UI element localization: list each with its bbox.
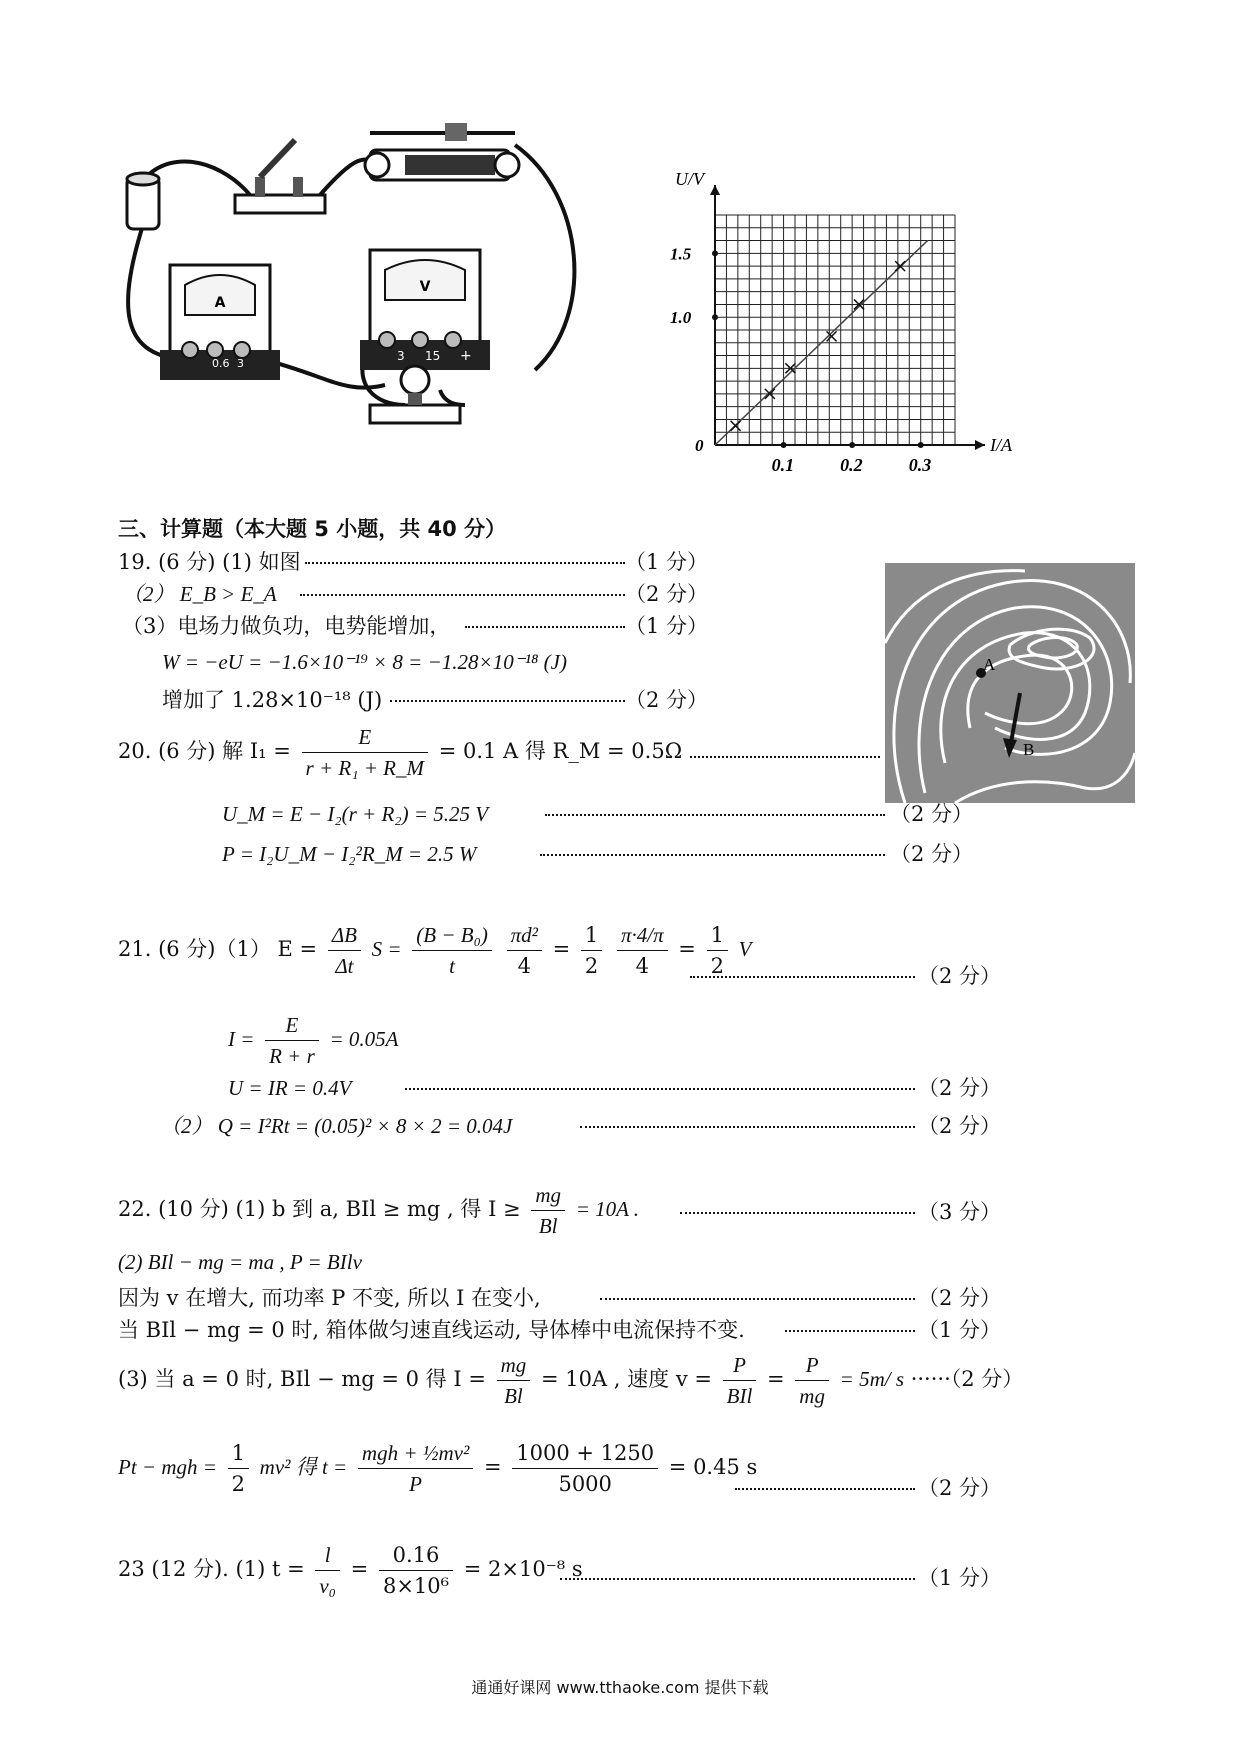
- rheostat-icon: [365, 123, 519, 180]
- x-tick-dot: [781, 442, 787, 448]
- q21-i-prefix: I =: [228, 1027, 255, 1051]
- q22-l5-rest: = 5m/ s: [839, 1367, 904, 1391]
- q20-line3: P = I₂U_M − I₂²R_M = 2.5 W: [222, 842, 477, 866]
- q22-score3: （2 分）: [918, 1286, 1002, 1310]
- q20-den: r + R₁ + R_M: [305, 756, 424, 780]
- q21-frac4-den: 2: [584, 954, 599, 978]
- page-footer: 通通好课网 www.tthaoke.com 提供下载: [471, 1678, 769, 1697]
- q21-i-rest: = 0.05A: [329, 1027, 399, 1051]
- y-tick-dot: [712, 250, 718, 256]
- q21-score4: （2 分）: [918, 1114, 1002, 1138]
- q21-frac5-num: π·4/π: [617, 920, 668, 951]
- battery-icon: [127, 173, 159, 229]
- q22-l6-rest: = 0.45 s: [668, 1455, 758, 1479]
- leader-dots: [540, 854, 885, 856]
- section-title: 三、计算题（本大题 5 小题，共 40 分）: [118, 517, 507, 541]
- q22-den: Bl: [538, 1214, 558, 1238]
- leader-dots: [300, 594, 625, 596]
- q22-l5-score: ······（2 分）: [910, 1367, 1024, 1391]
- q23-f2-den: 8×10⁶: [382, 1574, 450, 1598]
- q22-l6-frac1: [228, 1438, 249, 1499]
- leader-dots: [690, 756, 880, 758]
- q19-line3: （3）电场力做负功，电势能增加，: [122, 614, 451, 638]
- q21-line2: [228, 1010, 398, 1071]
- q23-frac2: [379, 1540, 453, 1601]
- leader-dots: [405, 1088, 915, 1090]
- q22-l5-mid: = 10A , 速度 v =: [540, 1367, 712, 1391]
- q22-l5-f3-num: P: [795, 1350, 829, 1381]
- ammeter-letter: A: [214, 295, 226, 311]
- q21-frac2-den: t: [449, 954, 456, 978]
- leader-dots: [785, 1330, 915, 1332]
- q20-score2: （2 分）: [890, 802, 974, 826]
- voltmeter-icon: [360, 250, 490, 370]
- q21-frac3-num: πd²: [507, 920, 542, 951]
- q21-line1: [118, 920, 751, 981]
- q22-l5-frac3: [795, 1350, 829, 1411]
- u-i-chart: [660, 155, 1040, 475]
- q22-l5-f2-num: P: [723, 1350, 757, 1381]
- q22-l6-f1-num: 1: [228, 1438, 249, 1469]
- data-point: [731, 421, 741, 431]
- voltmeter-terminal-2: 15: [425, 349, 441, 363]
- x-tick-label: 0.2: [840, 455, 863, 475]
- leader-dots: [545, 814, 885, 816]
- x-tick-dot: [918, 442, 924, 448]
- q22-line3: 因为 v 在增大, 而功率 P 不变, 所以 I 在变小,: [118, 1286, 541, 1310]
- q20-rest: = 0.1 A 得 R_M = 0.5Ω: [438, 739, 683, 763]
- q19-line2: （2） E_B > E_A: [122, 582, 277, 606]
- q19-score2: （2 分）: [625, 582, 709, 606]
- q22-line1: [118, 1180, 639, 1241]
- q21-score1: （2 分）: [918, 964, 1002, 988]
- q20-score3: （2 分）: [890, 842, 974, 866]
- leader-dots: [390, 700, 625, 702]
- ammeter-terminal-2: 3: [237, 357, 244, 370]
- q21-frac1-num: ΔB: [328, 920, 361, 951]
- q22-line4: 当 BIl − mg = 0 时, 箱体做匀速直线运动, 导体棒中电流保持不变.: [118, 1318, 745, 1342]
- q19-line4: W = −eU = −1.6×10⁻¹⁹ × 8 = −1.28×10⁻¹⁸ (J): [162, 650, 567, 674]
- q21-i-num: E: [265, 1010, 319, 1041]
- y-axis-arrow: [710, 185, 720, 195]
- q22-l6-frac2: [358, 1438, 473, 1499]
- voltmeter-terminal-1: 3: [397, 349, 405, 363]
- q22-line5: (3) 当 a = 0 时, BIl − mg = 0 得 I = $\frac{mg}{Bl}$ = 10A , 速度 v = $\frac{P}{\text{BIl}}$ = $\frac{P}{mg}$ = 5m/ s ······（2 分）: [118, 1350, 1023, 1411]
- q21-frac2: [412, 920, 492, 981]
- q22-score6: （2 分）: [918, 1476, 1002, 1500]
- q22-l6-f3-num: 1000 + 1250: [512, 1438, 658, 1469]
- q20-num: E: [302, 722, 428, 753]
- q22-l5-frac1: [497, 1350, 531, 1411]
- q23-f1-den: v₀: [319, 1574, 336, 1598]
- y-tick-label: 1.5: [670, 244, 692, 264]
- q21-frac1-den: Δt: [335, 954, 354, 978]
- voltmeter-terminal-3: +: [460, 348, 472, 364]
- circuit-diagram: [115, 115, 655, 495]
- q21-frac3: [507, 920, 542, 981]
- q20-line2: U_M = E − I₂(r + R₂) = 5.25 V: [222, 802, 489, 826]
- q21-line4: （2） Q = I²Rt = (0.05)² × 8 × 2 = 0.04J: [160, 1114, 513, 1138]
- leader-dots: [305, 562, 625, 564]
- q21-frac4-num: 1: [581, 920, 602, 951]
- q19-line5: 增加了 1.28×10⁻¹⁸ (J): [162, 688, 383, 712]
- switch-icon: [235, 140, 325, 213]
- leader-dots: [580, 1126, 915, 1128]
- q22-rest: = 10A .: [575, 1197, 640, 1221]
- q22-l6-f2-num: mgh + ½mv²: [358, 1438, 473, 1469]
- q22-frac: [531, 1180, 565, 1241]
- leader-dots: [600, 1298, 915, 1300]
- q23-score: （1 分）: [918, 1566, 1002, 1590]
- q20-fraction: [302, 722, 428, 783]
- y-tick-dot: [712, 314, 718, 320]
- q23-f1-num: l: [315, 1540, 340, 1571]
- q20-line1: [118, 722, 682, 783]
- q21-unit: V: [738, 937, 752, 961]
- point-b-label: B: [1023, 740, 1035, 759]
- q22-l5-frac2: [723, 1350, 757, 1411]
- q22-l6-f2-den: P: [409, 1472, 422, 1496]
- leader-dots: [560, 1578, 915, 1580]
- point-a-label: A: [983, 655, 996, 674]
- contour-map: [885, 563, 1135, 803]
- y-axis-label: U/V: [675, 169, 704, 189]
- q19-line1: 19. (6 分) (1) 如图: [118, 550, 301, 574]
- q21-mid1: S =: [371, 937, 402, 961]
- ammeter-terminal-1: 0.6: [212, 357, 230, 370]
- x-tick-dot: [849, 442, 855, 448]
- q21-frac6: [707, 920, 728, 981]
- y-tick-label: 1.0: [670, 308, 692, 328]
- q19-score5: （2 分）: [625, 688, 709, 712]
- q21-i-frac: [265, 1010, 319, 1071]
- q22-l5-f1-num: mg: [497, 1350, 531, 1381]
- q22-score4: （1 分）: [918, 1318, 1002, 1342]
- q22-l5-f3-den: mg: [799, 1384, 825, 1408]
- q21-frac2-num: (B − B₀): [412, 920, 492, 951]
- q22-l6-f3-den: 5000: [558, 1472, 612, 1496]
- q19-score3: （1 分）: [625, 614, 709, 638]
- q23-f2-num: 0.16: [379, 1540, 453, 1571]
- q21-line3: U = IR = 0.4V: [228, 1076, 352, 1100]
- q21-frac6-den: 2: [710, 954, 724, 978]
- q22-l6-mid: mv² 得 t =: [259, 1455, 348, 1479]
- q19-score1: （1 分）: [625, 550, 709, 574]
- y-tick-label: 0: [695, 436, 704, 455]
- q21-score3: （2 分）: [918, 1076, 1002, 1100]
- voltmeter-letter: V: [419, 279, 431, 295]
- bulb-icon: [370, 366, 460, 423]
- leader-dots: [690, 976, 915, 978]
- q22-line2: (2) BIl − mg = ma , P = BIlv: [118, 1250, 362, 1274]
- q23-rest: = 2×10⁻⁸ s: [463, 1557, 583, 1581]
- q22-l6-f1-den: 2: [231, 1472, 245, 1496]
- x-tick-label: 0.1: [771, 455, 795, 475]
- q21-i-den: R + r: [269, 1044, 315, 1068]
- q21-frac4: [581, 920, 602, 981]
- q21-frac1: [328, 920, 361, 981]
- q22-num: mg: [531, 1180, 565, 1211]
- q23-line1: 23 (12 分). (1) t = $\frac{l}{\text{v₀}}$ = $\frac{0.16}{\text{8×10⁶}}$ = 2×10⁻⁸ s: [118, 1540, 583, 1601]
- q23-prefix: 23 (12 分). (1) t =: [118, 1557, 305, 1581]
- q21-eq1: =: [552, 937, 571, 961]
- q22-l6-prefix: Pt − mgh =: [118, 1455, 217, 1479]
- leader-dots: [680, 1212, 915, 1214]
- q21-frac5: [617, 920, 668, 981]
- q22-l5-prefix: (3) 当 a = 0 时, BIl − mg = 0 得 I =: [118, 1367, 486, 1391]
- q23-frac1: [315, 1540, 340, 1601]
- q21-eq2: =: [678, 937, 696, 961]
- leader-dots: [735, 1488, 915, 1490]
- q22-score1: （3 分）: [918, 1200, 1002, 1224]
- q21-frac5-den: 4: [635, 954, 649, 978]
- q22-prefix: 22. (10 分) (1) b 到 a, BIl ≥ mg , 得 I ≥: [118, 1197, 521, 1221]
- x-axis-arrow: [975, 440, 985, 450]
- q22-l5-f2-den: BIl: [726, 1384, 753, 1408]
- q21-frac6-num: 1: [707, 920, 728, 951]
- q20-prefix: 20. (6 分) 解 I₁ =: [118, 739, 291, 763]
- x-tick-label: 0.3: [908, 455, 932, 475]
- q21-frac3-den: 4: [517, 954, 531, 978]
- q22-l6-frac3: [512, 1438, 658, 1499]
- leader-dots: [465, 626, 625, 628]
- ammeter-icon: [160, 265, 280, 380]
- q22-l5-f1-den: Bl: [504, 1384, 523, 1408]
- x-axis-label: I/A: [990, 435, 1012, 455]
- q22-line6: Pt − mgh = $\frac{1}{2}$ mv² 得 t = $\frac{\text{mgh + ½mv²}}{P}$ = $\frac{1000 + 1250}{5000}$ = 0.45 s: [118, 1438, 757, 1499]
- q21-prefix: 21. (6 分)（1） E =: [118, 937, 318, 961]
